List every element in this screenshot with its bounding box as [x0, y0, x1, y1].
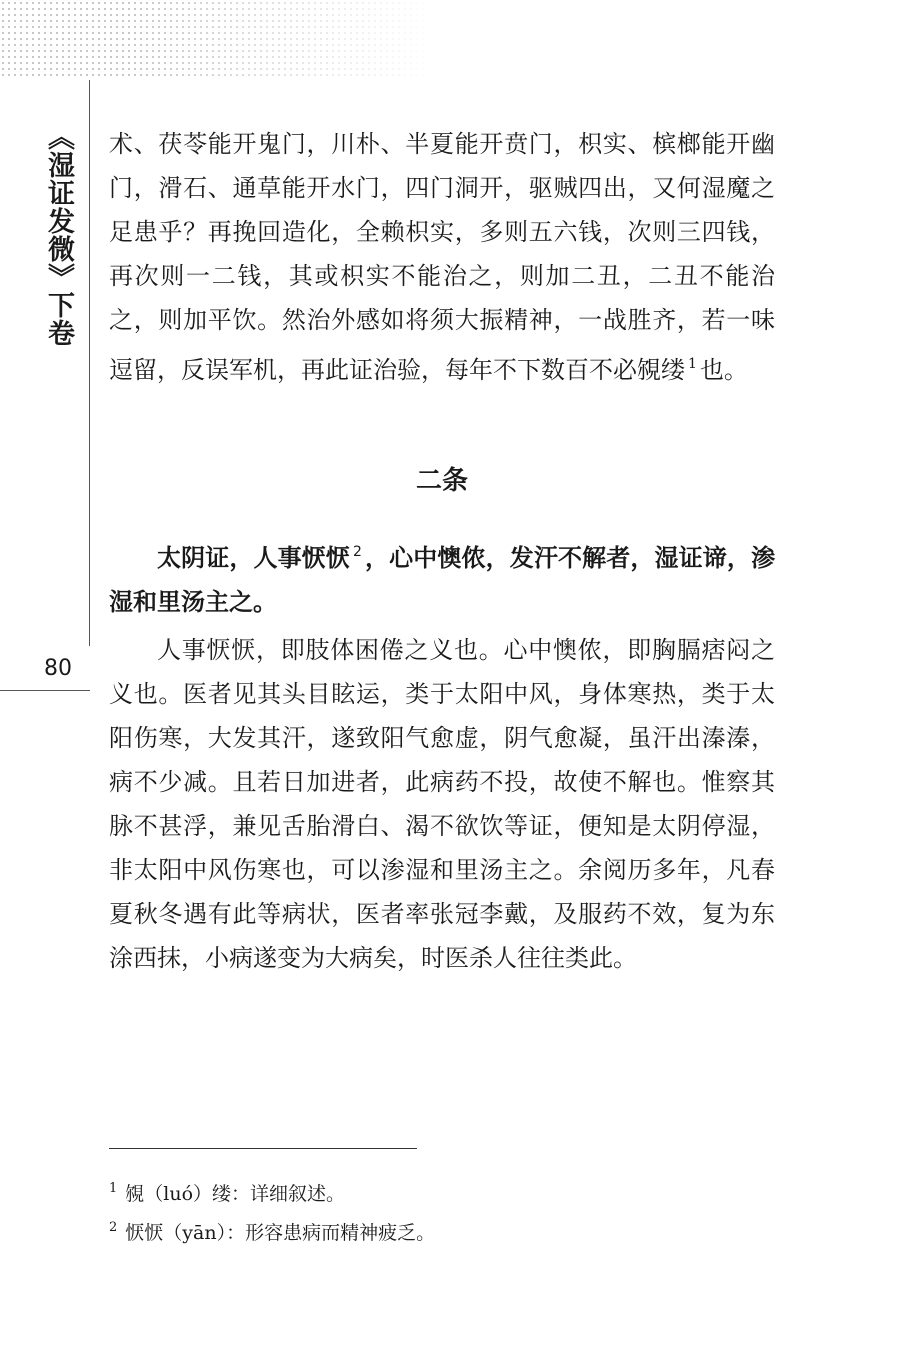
paragraph-text: 术、茯苓能开鬼门，川朴、半夏能开贲门，枳实、槟榔能开幽门，滑石、通草能开水门，四门洞开，驱贼四出，又何湿魔之足患乎？再挽回造化，全赖枳实，多则五六钱，次则三四钱，再次则一二钱，其或枳实不能治之，则加二丑，二丑不能治之，则加平饮。然治外感如将须大振精神，一战胜齐，若一味逗留，反误军机，再此证治验，每年不下数百不必覙缕 [109, 130, 775, 384]
footnote-mark: 1 [109, 1181, 118, 1196]
margin-horizontal-rule [0, 690, 90, 691]
footnote-ref-1[interactable]: 1 [688, 356, 697, 372]
decorative-dot-pattern [0, 0, 440, 78]
clause-text-end: ，心中懊侬，发汗不解者，湿证谛，渗湿和里汤主之。 [109, 544, 775, 616]
footnote-text: 覙（luó）缕：详细叙述。 [125, 1183, 346, 1205]
footnote-text: 恹恹（yān）：形容患病而精神疲乏。 [125, 1222, 436, 1244]
running-title: 《湿证发微》下卷 [43, 123, 74, 347]
clause-text-start: 太阴证，人事恹恹 [157, 544, 350, 572]
page-number: 80 [44, 656, 72, 681]
section-heading: 二条 [415, 466, 468, 496]
paragraph-text-end: 也。 [699, 356, 748, 384]
footnote-2 [109, 1213, 435, 1248]
footnote-1 [109, 1174, 345, 1209]
margin-vertical-rule [89, 80, 90, 646]
footnote-divider [109, 1148, 417, 1149]
commentary-paragraph: 人事恹恹，即肢体困倦之义也。心中懊侬，即胸膈痞闷之义也。医者见其头目眩运，类于太阳中风，身体寒热，类于太阳伤寒，大发其汗，遂致阳气愈虚，阴气愈凝，虽汗出溱溱，病不少减。且若日加进者，此病药不投，故使不解也。惟察其脉不甚浮，兼见舌胎滑白、渴不欲饮等证，便知是太阴停湿，非太阳中风伤寒也，可以渗湿和里汤主之。余阅历多年，凡春夏秋冬遇有此等病状，医者率张冠李戴，及服药不效，复为东涂西抹，小病遂变为大病矣，时医杀人往往类此。 [109, 636, 775, 972]
clause-text [109, 530, 775, 624]
footnote-ref-2[interactable]: 2 [352, 544, 362, 560]
paragraph-continuation [109, 122, 775, 392]
footnote-mark: 2 [109, 1220, 118, 1235]
